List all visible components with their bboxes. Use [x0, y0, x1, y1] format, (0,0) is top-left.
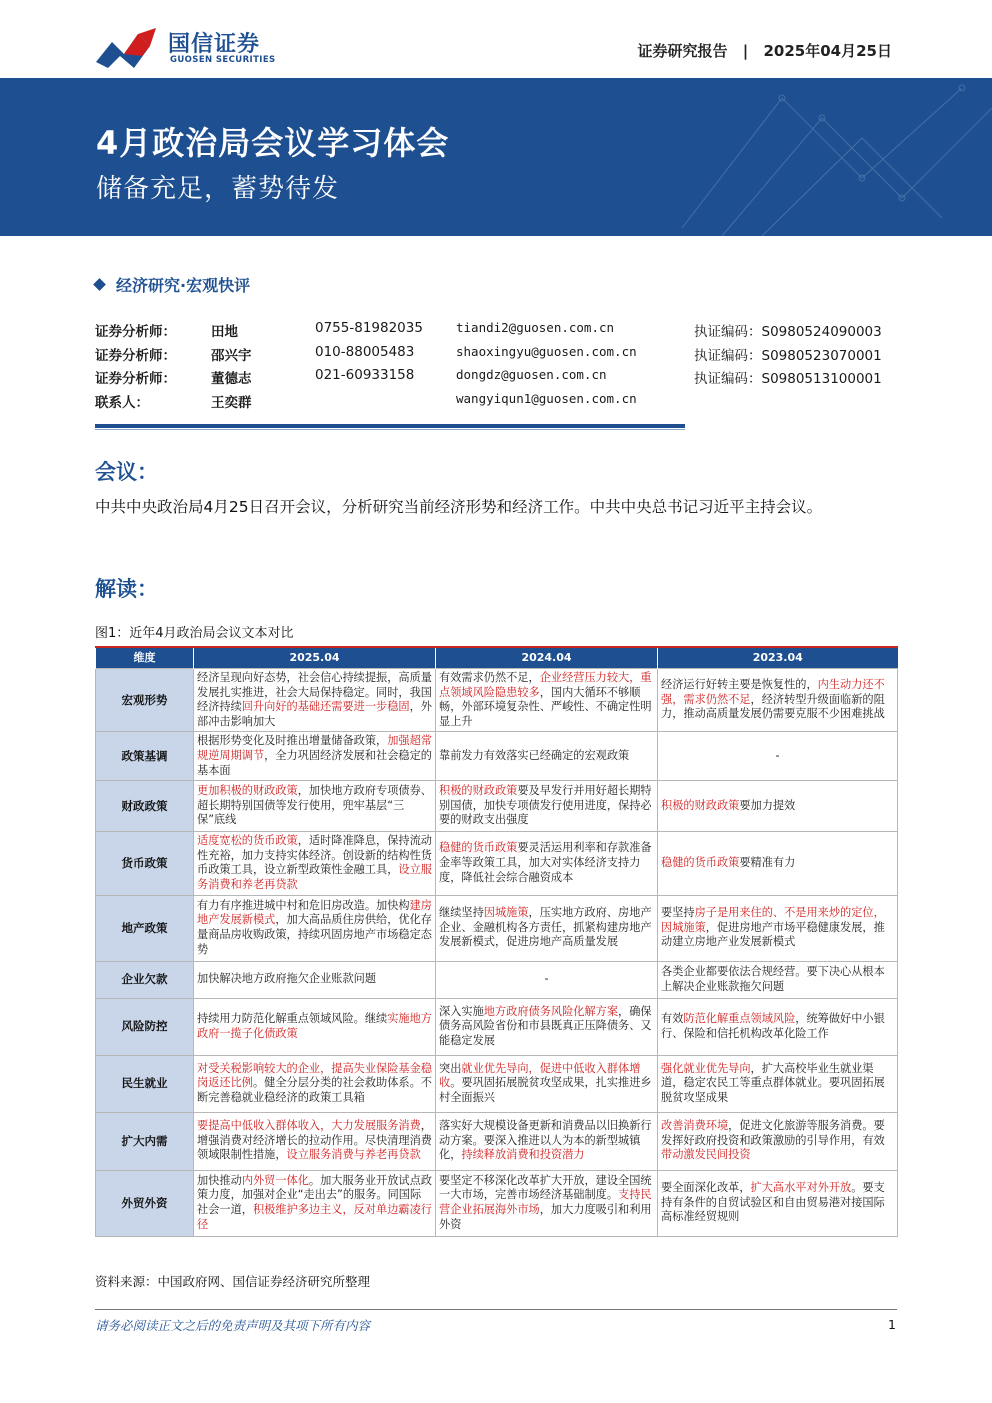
cell-2024: [436, 732, 658, 781]
cell-2023: [658, 1055, 898, 1112]
meeting-heading: 会议：: [95, 460, 158, 484]
cell-text: ，加快地方政府专项债券、超长期特别国债等发行使用，兜牢基层“三保”底线: [197, 784, 432, 827]
header-dimension: 维度: [96, 647, 194, 669]
cell-text: 经济呈现向好态势，社会信心持续提振，高质量发展扎实推进，社会大局保持稳定。同时，我国经济持续: [197, 671, 432, 714]
cell-text: ，经济转型升级面临新的阻力，推动高质量发展仍需要克服不少困难挑战: [661, 692, 885, 721]
cell-text: 加快解决地方政府拖欠企业账款问题: [197, 972, 377, 986]
highlight-text: 加强超常规逆周期调节: [197, 734, 432, 762]
table-row: [96, 732, 898, 781]
cell-text: 有力有序推进城中村和危旧房改造。加快构: [197, 898, 410, 912]
cell-text: 。要支持有条件的自贸试验区和自由贸易港对接国际高标准经贸规则: [661, 1181, 885, 1224]
cell-2025: [194, 895, 436, 961]
analyst-role: 证券分析师：: [95, 371, 176, 387]
cell-text: ，促进房地产市场平稳健康发展，推动建立房地产业发展新模式: [661, 920, 885, 949]
cell-2024: [436, 669, 658, 732]
highlight-text: 积极维护多边主义，反对单边霸凌行径: [197, 1203, 432, 1231]
highlight-text: 持续释放消费和投资潜力: [461, 1148, 585, 1162]
guosen-logo-icon: [94, 24, 160, 68]
highlight-text: 因城施策: [483, 906, 529, 920]
cell-text: 。要巩固拓展脱贫攻坚成果，扎实推进乡村全面振兴: [439, 1076, 652, 1104]
cell-text: 要及早发行并用好超长期特别国债，加快专项债发行使用进度，保持必要的财政支出强度: [439, 784, 652, 827]
section-tag: [95, 273, 250, 296]
cell-text: 要加力提效: [739, 798, 796, 812]
analyst-cert: 执证编码：S0980513100001: [694, 371, 882, 387]
cell-text: 要全面深化改革，: [661, 1181, 751, 1195]
diamond-icon: [93, 278, 106, 291]
table-row: [96, 1170, 898, 1236]
cell-text: ，外部冲击影响加大: [197, 700, 432, 728]
highlight-text: 改善消费环境: [661, 1119, 729, 1133]
cell-text: 。健全分层分类的社会救助体系。不断完善稳就业稳经济的政策工具箱: [197, 1076, 432, 1104]
logo-text-cn: 国信证券: [168, 32, 261, 57]
cell-text: 要精准有力: [739, 856, 796, 870]
section-divider: [95, 424, 685, 428]
row-dimension: 政策基调: [96, 732, 194, 781]
cell-2023: [658, 895, 898, 961]
footer-disclaimer: 请务必阅读正文之后的免责声明及其项下所有内容: [95, 1318, 371, 1333]
cell-text: 持续用力防范化解重点领域风险。继续: [197, 1011, 388, 1025]
report-subtitle: 储备充足，蓄势待发: [96, 174, 340, 204]
highlight-text: 就业优先导向，促进中低收入群体增收: [439, 1061, 641, 1090]
cell-2024: [436, 832, 658, 895]
cell-text: ，扩大高校毕业生就业渠道，稳定农民工等重点群体就业。要巩固拓展脱贫攻坚成果: [661, 1061, 885, 1104]
row-dimension: 地产政策: [96, 895, 194, 961]
cell-2023: [658, 781, 898, 832]
cell-text: -: [775, 748, 780, 762]
cell-2025: [194, 732, 436, 781]
row-dimension: 宏观形势: [96, 669, 194, 732]
table-row: [96, 669, 898, 732]
cell-2023: [658, 998, 898, 1055]
highlight-text: 适度宽松的货币政策: [197, 834, 298, 848]
analyst-list: [95, 320, 895, 414]
analyst-cert: 执证编码：S0980523070001: [694, 347, 882, 364]
cell-text: ，增强消费对经济增长的拉动作用。尽快清理消费领域限制性措施，: [197, 1119, 432, 1162]
cell-text: 靠前发力有效落实已经确定的宏观政策: [439, 748, 630, 762]
highlight-text: 带动激发民间投资: [661, 1148, 751, 1162]
highlight-text: 设立服务消费和养老再贷款: [197, 863, 432, 891]
analyst-phone: 010-88005483: [315, 343, 415, 360]
analyst-email[interactable]: shaoxingyu@guosen.com.cn: [456, 343, 637, 359]
analyst-role: 证券分析师：: [95, 347, 176, 364]
section-tag-label: 经济研究·宏观快评: [116, 276, 251, 295]
analyst-name: 董德志: [211, 371, 252, 387]
cell-2023: [658, 1112, 898, 1170]
cell-text: ，全力巩固经济发展和社会稳定的基本面: [197, 748, 432, 777]
highlight-text: 对受关税影响较大的企业，提高失业保险基金稳岗返还比例: [197, 1061, 432, 1090]
analyst-email[interactable]: tiandi2@guosen.com.cn: [456, 320, 615, 335]
cell-2023: [658, 961, 898, 998]
cell-2025: [194, 998, 436, 1055]
meeting-paragraph: 中共中央政治局4月25日召开会议，分析研究当前经济形势和经济工作。中共中央总书记习近平主持会议。: [95, 498, 823, 516]
table-row: [96, 1055, 898, 1112]
highlight-text: 支持民营企业拓展海外市场: [439, 1188, 652, 1217]
cell-2025: [194, 669, 436, 732]
cell-text: 深入实施: [439, 1004, 484, 1018]
row-dimension: 扩大内需: [96, 1112, 194, 1170]
analyst-row: [95, 391, 895, 415]
section-divider-thin: [95, 429, 685, 430]
analyst-email[interactable]: wangyiqun1@guosen.com.cn: [456, 390, 637, 406]
cell-text: ，确保债务高风险省份和市县既真正压降债务、又能稳定发展: [439, 1004, 652, 1047]
analyst-name: 田地: [211, 324, 238, 340]
report-type: 证券研究报告: [637, 42, 728, 60]
cell-2024: [436, 1112, 658, 1170]
highlight-text: 要提高中低收入群体收入，大力发展服务消费: [197, 1119, 421, 1133]
cell-text: 落实好大规模设备更新和消费品以旧换新行动方案。要深入推进以人为本的新型城镇化，: [439, 1119, 652, 1162]
header-2023: 2023.04: [658, 647, 898, 669]
cell-2024: [436, 781, 658, 832]
table-row: [96, 832, 898, 895]
header-2025: 2025.04: [194, 647, 436, 669]
row-dimension: 风险防控: [96, 998, 194, 1055]
analyst-role: 联系人：: [95, 394, 149, 411]
cell-text: 要坚定不移深化改革扩大开放，建设全国统一大市场，完善市场经济基础制度。: [439, 1173, 652, 1202]
cell-text: ，压实地方政府、房地产企业、金融机构各方责任，抓紧构建房地产发展新模式，促进房地产高质量发展: [439, 906, 652, 949]
cell-text: 要灵活运用利率和存款准备金率等政策工具，加大对实体经济支持力度，降低社会综合融资成本: [439, 841, 652, 884]
cell-2023: [658, 732, 898, 781]
cell-2025: [194, 1112, 436, 1170]
analyst-email[interactable]: dongdz@guosen.com.cn: [456, 367, 607, 382]
highlight-text: 强化就业优先导向: [661, 1061, 751, 1075]
cell-text: ，统筹做好中小银行、保险和信托机构改革化险工作: [661, 1011, 885, 1040]
cell-text: 加快推动: [197, 1173, 242, 1187]
table-row: [96, 1112, 898, 1170]
banner-decoration: [662, 78, 992, 236]
cell-2025: [194, 961, 436, 998]
cell-2023: [658, 669, 898, 732]
table-header-row: [96, 647, 898, 669]
row-dimension: 外贸外资: [96, 1170, 194, 1236]
highlight-text: 实施地方政府一揽子化债政策: [197, 1011, 432, 1040]
cell-2024: [436, 895, 658, 961]
highlight-text: 设立服务消费与养老再贷款: [286, 1148, 421, 1162]
highlight-text: 积极的财政政策: [439, 784, 518, 798]
table-row: [96, 998, 898, 1055]
cell-2025: [194, 1055, 436, 1112]
cell-text: 有效需求仍然不足，: [439, 671, 540, 684]
meta-separator: |: [742, 42, 749, 60]
footer-divider: [95, 1309, 897, 1310]
analyst-phone: 0755-81982035: [315, 320, 423, 336]
cell-text: ，适时降准降息，保持流动性充裕，加力支持实体经济。创设新的结构性货币政策工具，设立新型政策性金融工具，: [197, 834, 432, 877]
analyst-cert: 执证编码：S0980524090003: [694, 324, 882, 340]
cell-text: ，加大高品质住房供给，优化存量商品房收购政策，持续巩固房地产市场稳定态势: [197, 913, 432, 956]
table-row: [96, 781, 898, 832]
highlight-text: 企业经营压力较大，重点领域风险隐患较多: [439, 671, 652, 699]
page-header: [0, 0, 992, 78]
row-dimension: 企业欠款: [96, 961, 194, 998]
cell-2025: [194, 781, 436, 832]
figure-source: 资料来源：中国政府网、国信证券经济研究所整理: [95, 1274, 371, 1289]
analyst-row: [95, 320, 895, 344]
highlight-text: 更加积极的财政政策: [197, 784, 298, 798]
cell-text: 继续坚持: [439, 906, 484, 920]
analyst-row: [95, 367, 895, 391]
header-2024: 2024.04: [436, 647, 658, 669]
highlight-text: 内生动力还不强，需求仍然不足: [661, 678, 885, 706]
analyst-role: 证券分析师：: [95, 324, 176, 340]
analyst-phone: 021-60933158: [315, 367, 415, 383]
highlight-text: 稳健的货币政策: [661, 856, 740, 870]
cell-2023: [658, 1170, 898, 1236]
highlight-text: 房子是用来住的、不是用来炒的定位，因城施策: [661, 906, 885, 934]
table-row: [96, 895, 898, 961]
report-title: 4月政治局会议学习体会: [96, 124, 450, 162]
highlight-text: 积极的财政政策: [661, 798, 740, 812]
page-number: 1: [888, 1317, 896, 1332]
cell-2024: [436, 1055, 658, 1112]
interpretation-heading: 解读：: [95, 577, 158, 601]
cell-2024: [436, 998, 658, 1055]
table-row: [96, 961, 898, 998]
cell-text: 有效: [661, 1011, 684, 1025]
cell-text: ，加大力度吸引和利用外资: [439, 1203, 652, 1231]
cell-text: 各类企业都要依法合规经营。要下决心从根本上解决企业账款拖欠问题: [661, 964, 885, 993]
cell-text: -: [544, 972, 549, 986]
cell-2024: [436, 1170, 658, 1236]
highlight-text: 地方政府债务风险化解方案: [483, 1004, 619, 1018]
cell-2025: [194, 1170, 436, 1236]
row-dimension: 财政政策: [96, 781, 194, 832]
cell-text: 要坚持: [661, 906, 695, 920]
highlight-text: 回升向好的基础还需要进一步稳固: [241, 700, 410, 714]
report-meta: [638, 40, 892, 61]
row-dimension: 民生就业: [96, 1055, 194, 1112]
figure-caption: 图1：近年4月政治局会议文本对比: [95, 626, 294, 641]
cell-2025: [194, 832, 436, 895]
cell-text: 经济运行好转主要是恢复性的，: [661, 678, 818, 692]
highlight-text: 稳健的货币政策: [439, 841, 518, 855]
cell-2024: [436, 961, 658, 998]
cell-text: ，国内大循环不够顺畅，外部环境复杂性、严峻性、不确定性明显上升: [439, 685, 652, 728]
cell-2023: [658, 832, 898, 895]
analyst-row: [95, 344, 895, 368]
cell-text: 根据形势变化及时推出增量储备政策，: [197, 734, 388, 748]
logo-text-en: GUOSEN SECURITIES: [170, 55, 276, 65]
comparison-table: [95, 646, 898, 1237]
highlight-text: 内外贸一体化: [241, 1173, 309, 1187]
analyst-name: 邵兴宇: [211, 347, 252, 364]
analyst-name: 王奕群: [211, 394, 252, 411]
cell-text: 。加大服务业开放试点政策力度，加强对企业“走出去”的服务。同国际社会一道，: [197, 1173, 432, 1217]
row-dimension: 货币政策: [96, 832, 194, 895]
report-date: 2025年04月25日: [763, 42, 892, 60]
highlight-text: 建房地产发展新模式: [197, 898, 432, 927]
highlight-text: 扩大高水平对外开放: [750, 1181, 852, 1195]
highlight-text: 防范化解重点领域风险: [683, 1011, 796, 1025]
table-body: [96, 669, 898, 1237]
cell-text: ，促进文化旅游等服务消费。要发挥好政府投资和政策激励的引导作用，有效: [661, 1119, 885, 1147]
cell-text: 突出: [439, 1061, 462, 1075]
